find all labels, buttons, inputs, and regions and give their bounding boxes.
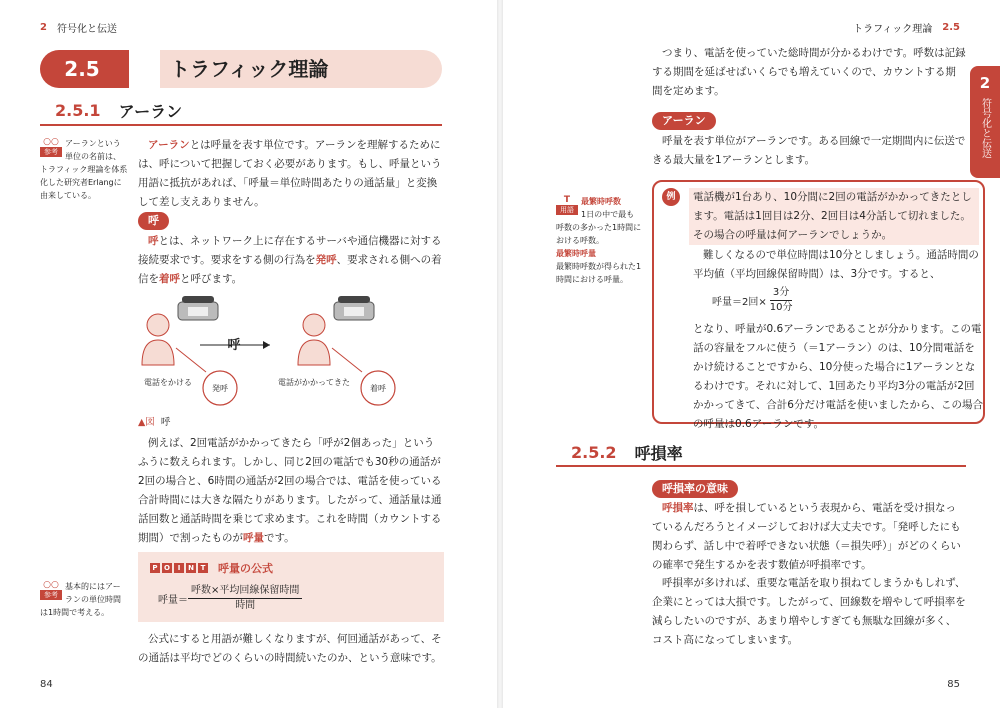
subsection-underline xyxy=(556,465,966,467)
caller-person-icon xyxy=(142,314,174,365)
paragraph-formula-meaning: 公式にすると用語が難しくなりますが、何回通話があって、その通話は平均でどのくらいの時間続いたのか、という意味です。 xyxy=(138,633,442,664)
point-badge: P O I N T xyxy=(150,563,208,573)
paragraph-loss-rate-cost: 呼損率が多ければ、重要な電話を取り損ねてしまうかもしれず、企業にとっては大損です。したがって、回線数を増やして呼損率を減らしたいのですが、あまり増やしすぎても無駄な回線が多く、コスト高になってしまいます。 xyxy=(652,577,966,646)
reference-icon: ○○ 参考 xyxy=(40,137,62,157)
figure-caption: ▲図 呼 xyxy=(138,417,171,428)
paragraph-total-time: つまり、電話を使っていた総時間が分かるわけです。呼数は記録する期間を延ばせばいくらでも増えていくので、カウントする期間を定めます。 xyxy=(652,47,966,97)
callee-label: 電話がかかってきた xyxy=(278,378,350,387)
tag-loss-meaning: 呼損率の意味 xyxy=(652,480,738,498)
side-note-text: アーランという単位の名前は、トラフィック理論を体系化した研究者Erlangに由来している。 xyxy=(40,139,128,200)
subsection-number: 2.5.1 xyxy=(55,100,101,120)
arrow-label: 呼 xyxy=(227,338,241,353)
left-page xyxy=(0,0,497,708)
callee-person-icon xyxy=(298,314,330,365)
chapter-title: 符号化と伝送 xyxy=(56,24,117,35)
subsection-heading xyxy=(55,98,182,122)
reference-icon: ○○ 参考 xyxy=(40,580,62,600)
point-title: 呼量の公式 xyxy=(218,562,273,575)
svg-text:着呼: 着呼 xyxy=(370,384,386,393)
glossary-icon: T 用語 xyxy=(556,195,578,215)
term-erlang: アーラン xyxy=(148,139,190,151)
paragraph-call: 呼とは、ネットワーク上に存在するサーバや通信機器に対する接続要求です。要求をする側の行為を発呼、要求される側への着信を着呼と呼びます。 xyxy=(138,235,442,285)
section-number: 2.5 xyxy=(942,22,960,33)
section-title: トラフィック理論 xyxy=(170,57,329,81)
subsection-underline xyxy=(40,124,442,126)
running-header xyxy=(853,20,960,35)
callee-phone-icon xyxy=(334,296,374,320)
example-answer-2: となり、呼量が0.6アーランであることが分かります。この電話の容量をフルに使う（＝1アーラン）のは、10分間電話をかけ続けることですから、10分使った場合に1アーランとなるわけです。それに対して、1回あたり平均3分の電話が2回かかってきて、合計6分だけ電話を使いましたから、この場合の呼量は0.6アーランです。 xyxy=(693,323,983,430)
example-answer-1: 難しくなるので単位時間は10分としましょう。通話時間の平均値（平均回線保留時間）は、3分です。すると、 xyxy=(693,249,979,280)
paragraph-erlang-unit: 呼量を表す単位がアーランです。ある回線で一定期間内に伝送できる最大量を1アーランとします。 xyxy=(652,135,966,166)
paragraph-erlang: アーランとは呼量を表す単位です。アーランを理解するためには、呼について把握しておく必要があります。もし、呼量という用語に抵抗があれば、「呼量＝単位時間あたりの通話量」と変換して差し支えありません。 xyxy=(138,139,442,208)
example-icon: 例 xyxy=(662,188,680,206)
side-note-reference xyxy=(40,137,128,202)
point-heading xyxy=(150,560,273,576)
paragraph-call-volume: 例えば、2回電話がかかってきたら「呼が2個あった」というふうに数えられます。しかし、同じ2回の電話でも30秒の通話が2回の場合と、6時間の通話が2回の場合では、電話を使っている合計時間には大きな隔たりがあります。したがって、通話量は通話回数と通話時間を乗じて求めます。これを時間（カウントする期間）で割ったものが呼量です。 xyxy=(138,437,442,544)
paragraph-loss-rate: 呼損率は、呼を損しているという表現から、電話を受け損なっているんだろうとイメージしておけば大丈夫です。「発呼したにも関わらず、話し中で着呼できない状態（＝損失呼）」がどのくらいの確率で発生するかを表す数値が呼損率です。 xyxy=(652,502,961,571)
side-note-reference-2 xyxy=(40,580,128,619)
caller-phone-icon xyxy=(178,296,218,320)
tag-call: 呼 xyxy=(138,212,169,230)
call-figure xyxy=(138,290,444,410)
example-formula: 呼量＝2回× $\frac{\text{3分}}{\text{10分}}$ xyxy=(712,287,793,313)
section-title: トラフィック理論 xyxy=(853,24,933,35)
chapter-number: 2 xyxy=(40,22,47,33)
example-question: 電話機が1台あり、10分間に2回の電話がかかってきたとします。電話は1回目は2分、2回目は4分話して切れました。その場合の呼量は何アーランでしょうか。 xyxy=(689,188,979,245)
point-box xyxy=(138,552,444,622)
example-box xyxy=(652,180,985,430)
call-volume-formula: 呼量＝ $\frac{\text{呼数×平均回線保留時間}}{\text{時間}}$ xyxy=(158,584,302,613)
right-page xyxy=(503,0,1000,708)
side-note-text: 基本的にはアーランの単位時間は1時間で考える。 xyxy=(40,582,121,617)
chapter-tab: 2 符号化と伝送 xyxy=(970,66,1000,178)
side-note-glossary: T 用語 最繁時呼数 1日の中で最も呼数の多かった1時間における呼数。 最繁時呼量 最繁時呼数が得られた1時間における呼量。 xyxy=(556,195,642,284)
svg-text:発呼: 発呼 xyxy=(212,384,228,393)
page-number: 84 xyxy=(40,679,53,690)
subsection-heading: 2.5.2 呼損率 xyxy=(571,442,683,463)
page-number: 85 xyxy=(947,679,960,690)
arrow-right-icon xyxy=(263,341,270,349)
subsection-title: アーラン xyxy=(118,101,183,121)
tag-erlang: アーラン xyxy=(652,112,716,130)
caller-label: 電話をかける xyxy=(144,378,192,387)
running-header xyxy=(40,20,117,35)
section-divider xyxy=(124,50,160,88)
section-banner xyxy=(40,50,442,88)
section-number: 2.5 xyxy=(40,50,124,88)
